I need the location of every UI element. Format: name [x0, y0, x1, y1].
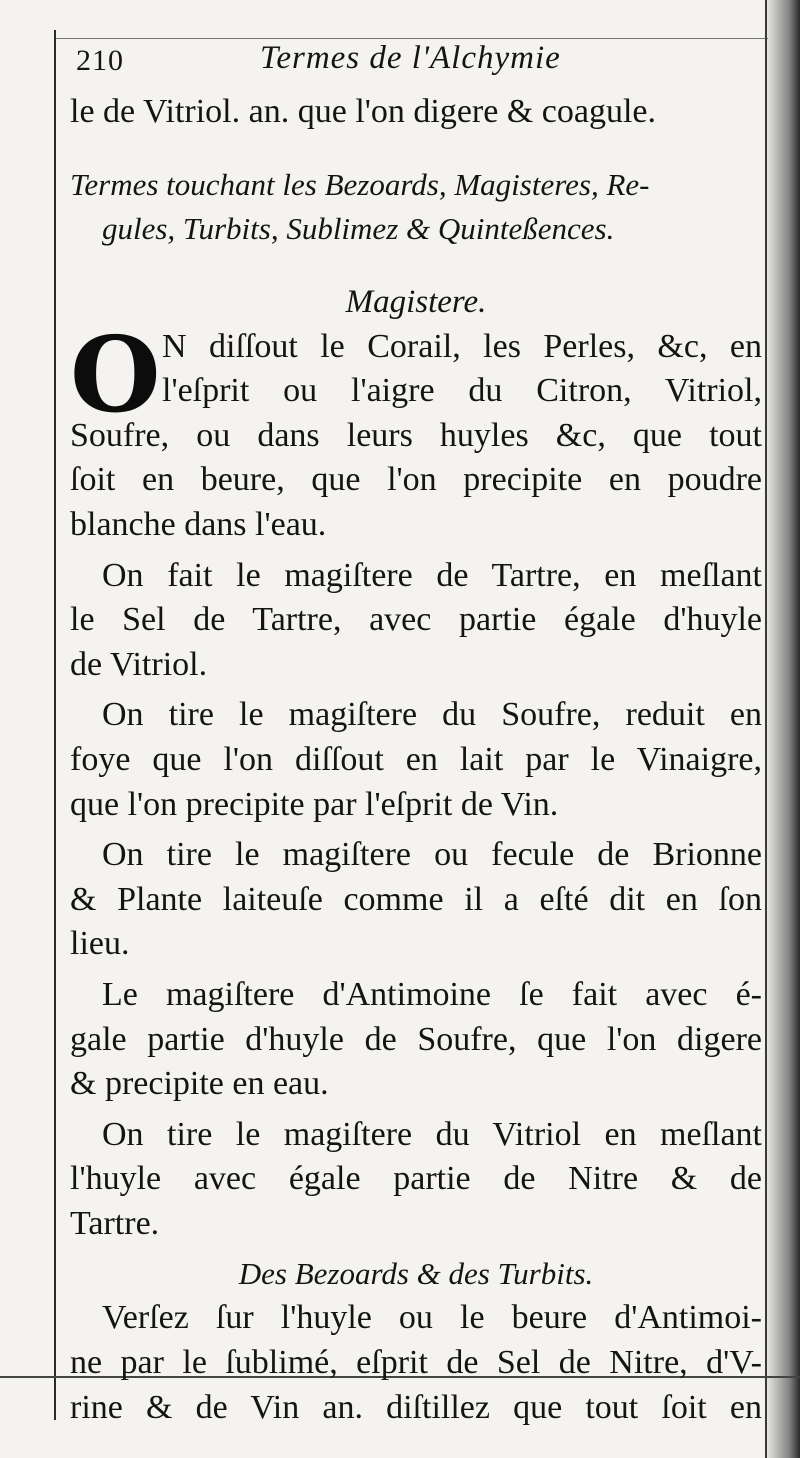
running-title: Termes de l'Alchymie [260, 40, 561, 76]
running-head [70, 40, 762, 90]
magistere-paragraph-2 [70, 554, 762, 688]
text-line: Soufre, ou dans leurs huyles &c, que tout [70, 416, 762, 454]
magistere-paragraph-5 [70, 973, 762, 1107]
section-heading-line-1: Termes touchant les Bezoards, Magisteres, Re- [70, 166, 650, 202]
magistere-paragraph-6 [70, 1113, 762, 1247]
text-line: N diſſout le Corail, les Perles, &c, en [162, 327, 762, 365]
text-line: l'huyle avec égale partie de Nitre & de [70, 1160, 762, 1198]
page-edge-shadow [764, 0, 800, 1458]
text-line: rine & de Vin an. diſtillez que tout ſoit en [70, 1388, 762, 1426]
section-heading-line-2: gules, Turbits, Sublimez & Quinteßences. [102, 210, 615, 246]
continued-line: le de Vitriol. an. que l'on digere & coagule. [70, 93, 657, 130]
drop-cap-letter: O [70, 312, 161, 436]
text-line: Tartre. [70, 1204, 160, 1242]
magistere-title: Magistere. [345, 283, 487, 320]
text-line: gale partie d'huyle de Soufre, que l'on digere [70, 1020, 762, 1058]
header-rule [56, 38, 768, 39]
left-margin-rule [54, 30, 56, 1420]
text-line: lieu. [70, 925, 130, 963]
text-line: blanche dans l'eau. [70, 505, 327, 543]
text-line: foye que l'on diſſout en lait par le Vinaigre, [70, 740, 762, 778]
text-line: On tire le magiſtere du Vitriol en meſlant [102, 1115, 762, 1153]
text-line: Le magiſtere d'Antimoine ſe fait avec é- [102, 975, 762, 1013]
text-line: On tire le magiſtere du Soufre, reduit en [102, 696, 762, 734]
text-line: On tire le magiſtere ou fecule de Brionne [102, 836, 762, 874]
magistere-paragraph-1 [70, 312, 762, 548]
page-text [70, 40, 762, 1430]
text-line: ne par le ſublimé, eſprit de Sel de Nitre, d'V- [70, 1344, 762, 1382]
text-line: de Vitriol. [70, 645, 208, 683]
bezoards-title: Des Bezoards & des Turbits. [238, 1256, 594, 1292]
text-line: On fait le magiſtere de Tartre, en meſlant [102, 556, 762, 594]
magistere-paragraph-4 [70, 833, 762, 967]
text-line: que l'on precipite par l'eſprit de Vin. [70, 785, 559, 823]
text-line: & Plante laiteuſe comme il a eſté dit en ſon [70, 880, 762, 918]
text-line: Verſez ſur l'huyle ou le beure d'Antimoi- [102, 1299, 762, 1337]
text-line: ſoit en beure, que l'on precipite en poudre [70, 461, 762, 499]
page-number: 210 [76, 44, 124, 77]
magistere-paragraph-3 [70, 693, 762, 827]
text-line: l'eſprit ou l'aigre du Citron, Vitriol, [162, 372, 762, 410]
text-line: & precipite en eau. [70, 1065, 329, 1103]
text-line: le Sel de Tartre, avec partie égale d'huyle [70, 601, 762, 639]
bezoards-paragraph-1 [70, 1296, 762, 1430]
